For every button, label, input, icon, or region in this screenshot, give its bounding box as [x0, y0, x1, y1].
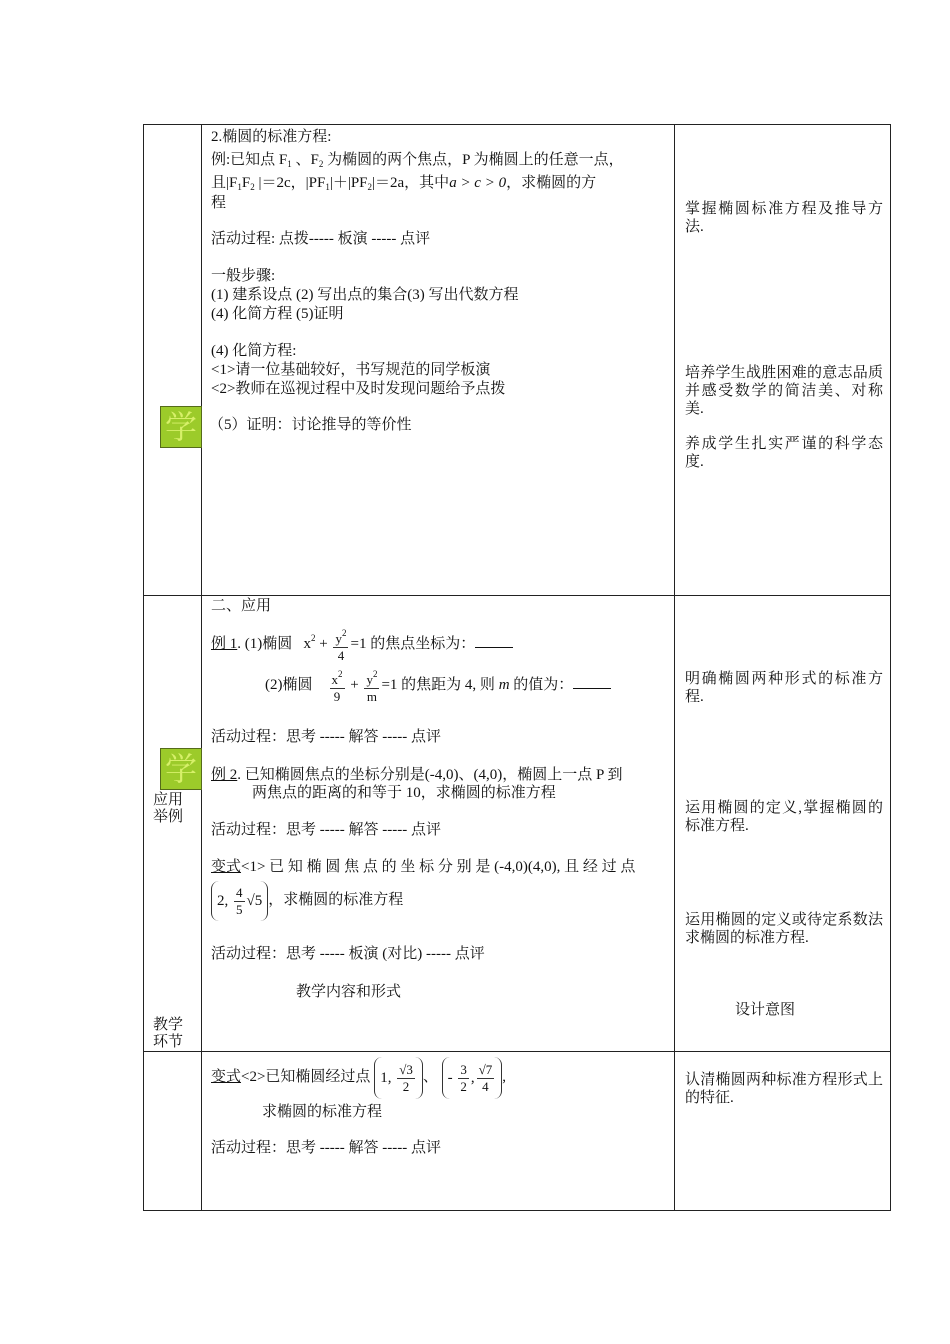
side-label-apply: 应用 举例 — [153, 792, 184, 825]
design-intent-4: 明确椭圆两种形式的标准方程. — [685, 671, 883, 705]
fraction-y2-over-4: $\frac{y^2}{4}$ — [333, 625, 348, 664]
activity-process: 活动过程: 点拨----- 板演 ----- 点评 — [211, 231, 431, 247]
table-border-row3 — [143, 1051, 891, 1052]
design-intent-5: 运用椭圆的定义,掌握椭圆的标准方程. — [685, 800, 883, 834]
table-border-left — [143, 124, 144, 1211]
variant-1-line: 变式<1> 已 知 椭 圆 焦 点 的 坐 标 分 别 是 (-4,0)(4,0), 且 经 过 点 — [211, 859, 636, 875]
example-1b-line: (2)椭圆 $\frac{x^2}{9}$ + $\frac{y^2}{m}$ =1 的焦距为 4, 则 m 的值为： — [265, 666, 611, 705]
column-label-content: 教学内容和形式 — [296, 984, 402, 1000]
condition-line-tail: 程 — [211, 195, 227, 211]
point-1-root3-2: 1, $\frac{√3}{2}$ — [374, 1057, 423, 1099]
design-intent-6: 运用椭圆的定义或待定系数法求椭圆的标准方程. — [685, 912, 883, 946]
table-col-divider-2 — [674, 124, 675, 1211]
simplify-step-1: <1>请一位基础较好，书写规范的同学板演 — [211, 362, 491, 378]
design-intent-3: 养成学生扎实严谨的科学态度. — [685, 436, 883, 470]
variant-2-task: 求椭圆的标准方程 — [262, 1104, 383, 1120]
table-border-bottom — [143, 1210, 891, 1211]
steps-line-1: (1) 建系设点 (2) 写出点的集合(3) 写出代数方程 — [211, 287, 519, 303]
example-2-line-1: 例 2. 已知椭圆焦点的坐标分别是(-4,0)、(4,0)，椭圆上一点 P 到 — [211, 767, 623, 783]
activity-process-1: 活动过程：思考 ----- 解答 ----- 点评 — [211, 729, 441, 745]
section-heading: 2.椭圆的标准方程: — [211, 129, 332, 145]
simplify-title: (4) 化简方程: — [211, 343, 297, 359]
simplify-step-2: <2>教师在巡视过程中及时发现问题给予点拨 — [211, 381, 506, 397]
prove-step: （5）证明：讨论推导的等价性 — [209, 417, 412, 433]
variant-2-line: 变式<2>已知椭圆经过点 1, $\frac{√3}{2}$ 、 - $\frac{3}{2}$ , $\frac{√7}{4}$ , — [211, 1056, 506, 1099]
steps-title: 一般步骤: — [211, 268, 276, 284]
activity-process-2: 活动过程：思考 ----- 解答 ----- 点评 — [211, 822, 441, 838]
application-heading: 二、应用 — [211, 598, 272, 614]
design-intent-2: 培养学生战胜困难的意志品质并感受数学的简洁美、对称美. — [685, 365, 883, 417]
example-1-line: 例 1. (1)椭圆 $x^2$ + $\frac{y^2}{4}$ =1 的焦点坐标为： — [211, 619, 513, 664]
answer-blank-1[interactable] — [475, 635, 513, 648]
example-line: 例:已知点 $F_1$ 、$F_2$ 为椭圆的两个焦点，P 为椭圆上的任意一点， — [211, 152, 624, 169]
table-border-right — [890, 124, 891, 1211]
activity-process-3: 活动过程：思考 ----- 板演 (对比) ----- 点评 — [211, 946, 485, 962]
table-border-row2 — [143, 595, 891, 596]
steps-line-2: (4) 化简方程 (5)证明 — [211, 306, 344, 322]
activity-process-4: 活动过程：思考 ----- 解答 ----- 点评 — [211, 1140, 441, 1156]
point-neg3-2-root7-4: - $\frac{3}{2}$ , $\frac{√7}{4}$ — [442, 1057, 503, 1099]
answer-blank-2[interactable] — [573, 676, 611, 689]
design-intent-7: 认清椭圆两种标准方程形式上的特征. — [685, 1072, 883, 1106]
xue-badge-icon-2: 学 — [160, 748, 202, 790]
design-intent-1: 掌握椭圆标准方程及推导方法. — [685, 201, 883, 235]
column-label-design: 设计意图 — [735, 1002, 796, 1018]
fraction-x2-over-9: $\frac{x^2}{9}$ — [330, 666, 345, 705]
example-2-line-2: 两焦点的距离的和等于 10，求椭圆的标准方程 — [252, 785, 556, 801]
xue-badge-icon: 学 — [160, 406, 202, 448]
table-col-divider-1 — [201, 124, 202, 1211]
variant-1-point-line: 2, $\frac{4}{5}$ √5 ，求椭圆的标准方程 — [211, 880, 403, 921]
condition-line: 且$|F_1F_2$ |＝2c，$|PF_1|+|PF_2|=2a$，其中a > c > 0，求椭圆的方 — [211, 175, 597, 192]
fraction-y2-over-m: $\frac{y^2}{m}$ — [364, 666, 379, 705]
point-2-4-5-root5: 2, $\frac{4}{5}$ √5 — [211, 881, 268, 921]
side-label-stage: 教学 环节 — [153, 1017, 184, 1050]
table-border-top — [143, 124, 891, 125]
